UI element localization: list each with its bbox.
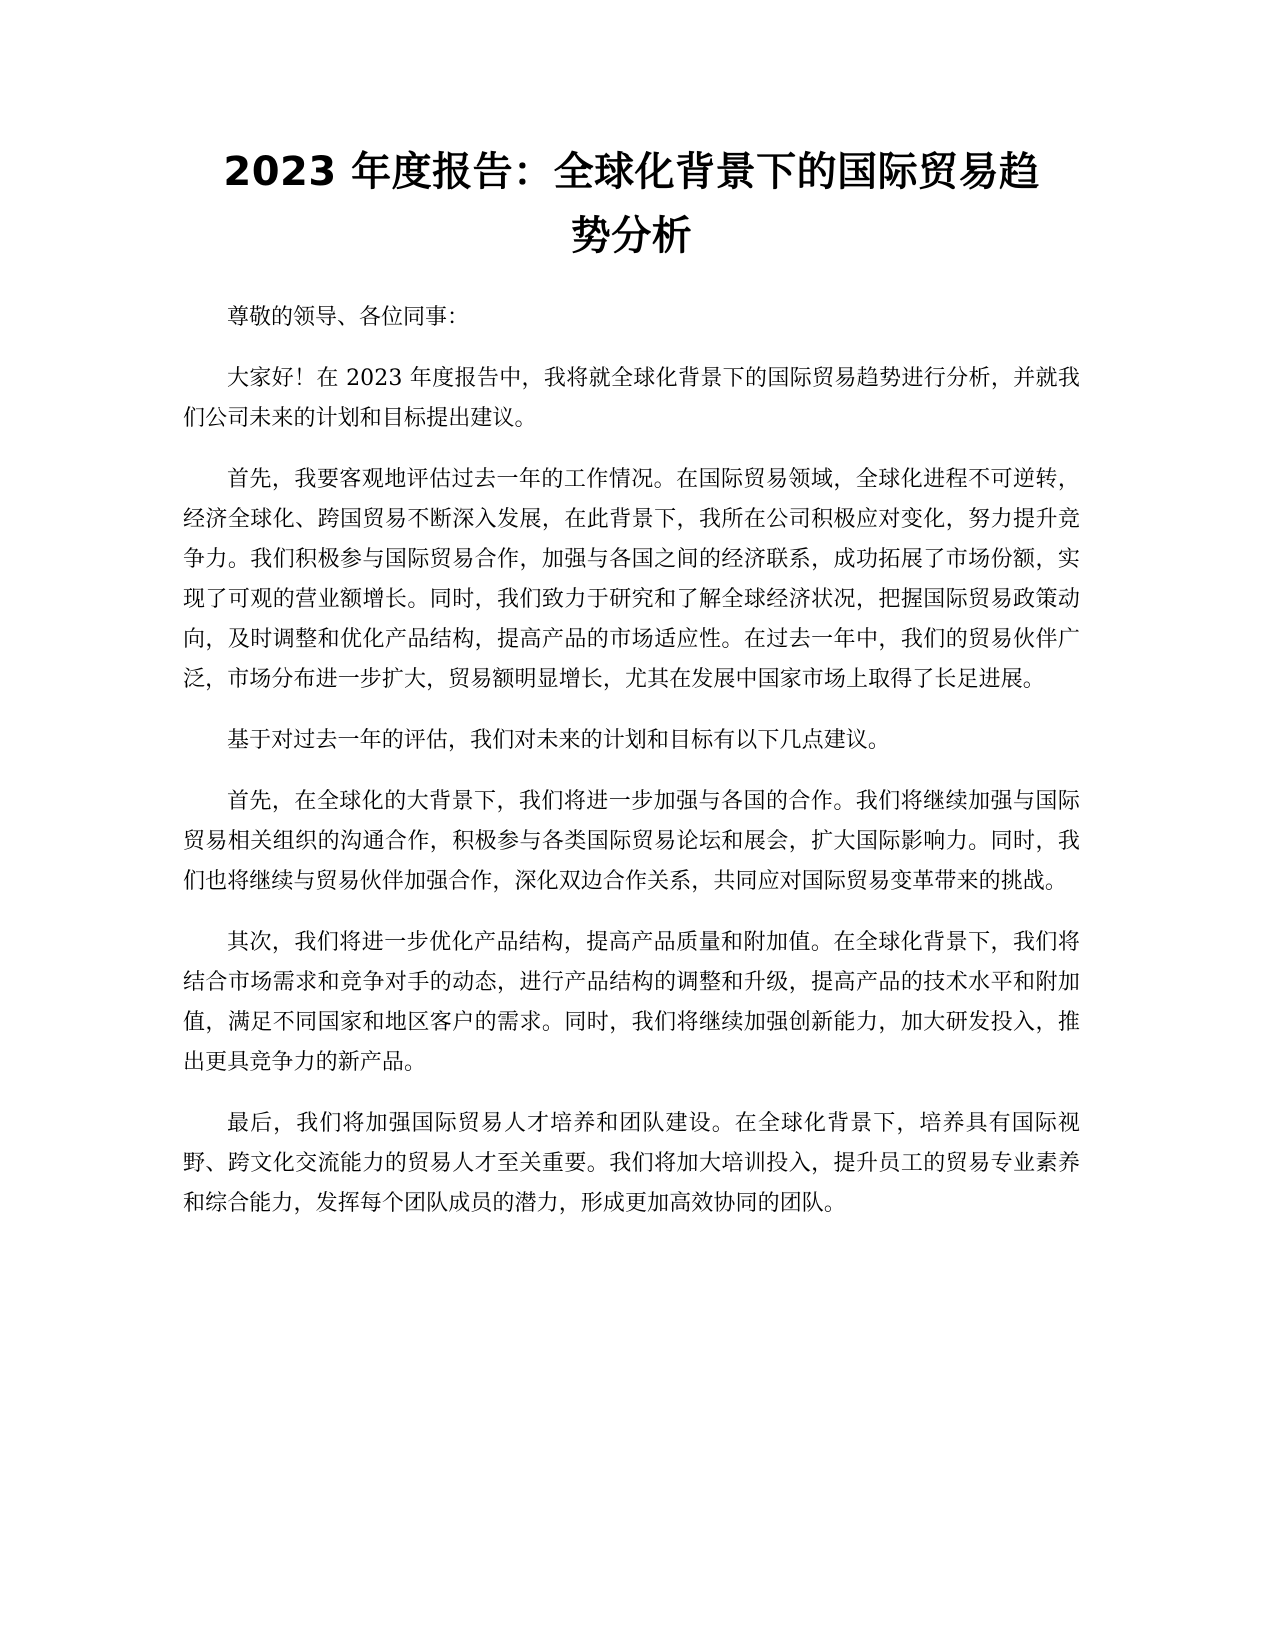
paragraph-review: 首先，我要客观地评估过去一年的工作情况。在国际贸易领域，全球化进程不可逆转，经济全球化、跨国贸易不断深入发展，在此背景下，我所在公司积极应对变化，努力提升竞争力。我们积极参与国际贸易合作，加强与各国之间的经济联系，成功拓展了市场份额，实现了可观的营业额增长。同时，我们致力于研究和了解全球经济状况，把握国际贸易政策动向，及时调整和优化产品结构，提高产品的市场适应性。在过去一年中，我们的贸易伙伴广泛，市场分布进一步扩大，贸易额明显增长，尤其在发展中国家市场上取得了长足进展。 (183, 467, 1080, 692)
paragraph-product-structure: 其次，我们将进一步优化产品结构，提高产品质量和附加值。在全球化背景下，我们将结合市场需求和竞争对手的动态，进行产品结构的调整和升级，提高产品的技术水平和附加值，满足不同国家和地区客户的需求。同时，我们将继续加强创新能力，加大研发投入，推出更具竞争力的新产品。 (183, 930, 1080, 1075)
document-title (183, 140, 1080, 268)
paragraph-proposal-intro: 基于对过去一年的评估，我们对未来的计划和目标有以下几点建议。 (227, 728, 891, 753)
salutation: 尊敬的领导、各位同事： (227, 305, 470, 330)
paragraph-talent: 最后，我们将加强国际贸易人才培养和团队建设。在全球化背景下，培养具有国际视野、跨文化交流能力的贸易人才至关重要。我们将加大培训投入，提升员工的贸易专业素养和综合能力，发挥每个团队成员的潜力，形成更加高效协同的团队。 (183, 1111, 1080, 1216)
paragraph-intro: 大家好！在 2023 年度报告中，我将就全球化背景下的国际贸易趋势进行分析，并就我们公司未来的计划和目标提出建议。 (183, 366, 1080, 431)
paragraph-cooperation: 首先，在全球化的大背景下，我们将进一步加强与各国的合作。我们将继续加强与国际贸易相关组织的沟通合作，积极参与各类国际贸易论坛和展会，扩大国际影响力。同时，我们也将继续与贸易伙伴加强合作，深化双边合作关系，共同应对国际贸易变革带来的挑战。 (183, 789, 1080, 894)
title-line-1: 2023 年度报告：全球化背景下的国际贸易趋 (223, 149, 1040, 195)
title-line-2: 势分析 (570, 213, 693, 259)
